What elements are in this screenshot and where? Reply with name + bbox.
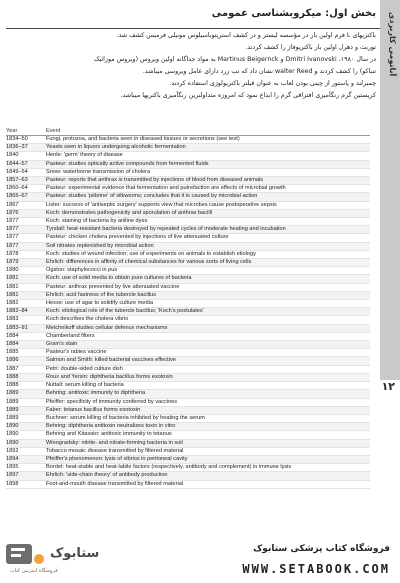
table-row (6, 431, 370, 439)
year-cell: 1898 (6, 480, 46, 488)
event-cell: Koch: use of solid media to obtain pure cultures of bacteria (46, 275, 370, 283)
table-row (6, 177, 370, 185)
table-row (6, 136, 370, 144)
event-cell: Koch: demonstrates pathogenicity and sporulation of anthrax bacilli (46, 209, 370, 217)
table-row (6, 365, 370, 373)
year-cell: 1895 (6, 464, 46, 472)
year-cell: 1889 (6, 406, 46, 414)
event-cell: Pasteur: reports that anthrax is transmitted by injections of blood from diseased animals (46, 177, 370, 185)
table-row (6, 480, 370, 488)
event-cell: Pasteur: studies 'pébrine' of silkworms; concludes that it is caused by microbial action (46, 193, 370, 201)
event-cell: Ehrlich: differences in affinity of chemical substances for various sorts of living cells (46, 259, 370, 267)
table-row (6, 291, 370, 299)
paragraph: باکتریهای L فرم اولین بار در مؤسسه لیستر و در کشف استرپتوباسیلوس مونیلی فرمیس کشف شد. (116, 32, 376, 39)
event-cell: Pasteur: studies optically active compounds from fermented fluids (46, 160, 370, 168)
year-cell: 1881 (6, 275, 46, 283)
header-divider (6, 28, 380, 29)
table-row (6, 218, 370, 226)
event-cell: Tobacco mosaic disease transmitted by filtered material (46, 447, 370, 455)
year-cell: 1892 (6, 447, 46, 455)
event-cell: Behring: diphtheria antitoxin neutralizes toxin in vitro (46, 423, 370, 431)
event-cell: Ehrlich: acid fastness of the tubercle bacillus (46, 291, 370, 299)
year-cell: 1888 (6, 382, 46, 390)
year-cell: 1897 (6, 472, 46, 480)
table-row (6, 324, 370, 332)
table-row (6, 439, 370, 447)
event-cell: Lister: success of 'antiseptic surgery' supports view that microbes cause postoperative sepsis (46, 201, 370, 209)
year-cell: 1883–91 (6, 324, 46, 332)
year-cell: 1881 (6, 291, 46, 299)
table-row (6, 185, 370, 193)
table-row (6, 308, 370, 316)
year-cell: 1881 (6, 283, 46, 291)
event-cell: Koch: staining of bacteria by aniline dyes (46, 218, 370, 226)
year-cell: 1878 (6, 250, 46, 258)
event-cell: Salmon and Smith: killed bacterial vaccines effective (46, 357, 370, 365)
event-cell: Koch: studies of wound infection; use of experiments on animals to establish etiology (46, 250, 370, 258)
event-cell: Snow: waterborne transmission of cholera (46, 168, 370, 176)
page-header (6, 8, 380, 26)
event-cell: Soil nitrates replenished by microbial action (46, 242, 370, 250)
year-cell: 1836–37 (6, 144, 46, 152)
site-url-link[interactable]: WWW.SETABOOK.COM (242, 562, 390, 576)
event-cell: Metchnikoff studies cellular defence mechanisms (46, 324, 370, 332)
event-cell: Hesse: use of agar to solidify culture media (46, 300, 370, 308)
table-row (6, 193, 370, 201)
table-row (6, 144, 370, 152)
paragraph: توربت و دهرل اولین بار باکتریوفاژ را کشف کردند. (245, 44, 376, 51)
table-row (6, 226, 370, 234)
year-cell: 1894 (6, 455, 46, 463)
event-cell: Behring: antitoxic immunity to diphtheria (46, 390, 370, 398)
table-row (6, 300, 370, 308)
table-row (6, 201, 370, 209)
event-column-header: Event (46, 126, 370, 136)
event-cell: Henle: 'germ' theory of disease (46, 152, 370, 160)
year-cell: 1887 (6, 365, 46, 373)
event-cell: Pfeiffer's phenomenon: lysis of vibrios in peritoneal cavity (46, 455, 370, 463)
year-cell: 1882–84 (6, 308, 46, 316)
event-cell: Pasteur: experimental evidence that fermentation and putrefaction are effects of microbial growth (46, 185, 370, 193)
table-header-row (6, 126, 370, 136)
year-cell: 1886 (6, 357, 46, 365)
event-cell: Roux and Yersin: diphtheria bacillus forms exotoxin (46, 373, 370, 381)
table-row (6, 398, 370, 406)
event-cell: Fungi, protozoa, and bacteria seen in diseased tissues or secretions (see text) (46, 136, 370, 144)
table-row (6, 259, 370, 267)
event-cell: Yeasts seen in liquors undergoing alcoholic fermentation (46, 144, 370, 152)
event-cell: Gram's stain (46, 341, 370, 349)
event-cell: Tyndall: heat-resistant bacteria destroyed by repeated cycles of moderate heating and incubation (46, 226, 370, 234)
logo-text: ستابوک (50, 546, 100, 561)
table-row (6, 382, 370, 390)
table-row (6, 472, 370, 480)
table-row (6, 316, 370, 324)
logo-subtitle: فروشگاه اینترنتی کتاب (10, 568, 58, 574)
chapter-side-tab (380, 0, 400, 380)
table-row (6, 332, 370, 340)
table-row (6, 209, 370, 217)
paragraph: تنباکو) را کشف کردند و walter Reed نشان داد که تب زرد دارای عامل ویروسی میباشد. (142, 68, 376, 75)
year-cell: 1857–63 (6, 177, 46, 185)
event-cell: Ehrlich: 'side-chain theory' of antibody production (46, 472, 370, 480)
year-cell: 1884 (6, 341, 46, 349)
history-timeline-table (6, 126, 370, 489)
year-cell: 1849–54 (6, 168, 46, 176)
year-cell: 1876 (6, 209, 46, 217)
event-cell: Chamberland filters (46, 332, 370, 340)
side-tab-label: آناتومی کاربردی (388, 12, 397, 77)
table-row (6, 447, 370, 455)
year-cell: 1890 (6, 431, 46, 439)
event-cell: Winogradsky: nitrite- and nitrate-forming bacteria in soil (46, 439, 370, 447)
year-cell: 1885 (6, 349, 46, 357)
event-cell: Foot-and-mouth disease transmitted by filtered material (46, 480, 370, 488)
event-cell: Behring and Kitasato: antitoxic immunity to tetanus (46, 431, 370, 439)
year-cell: 1844–57 (6, 160, 46, 168)
paragraph: در سال ۱۹۸۰، Dmitri Ivanovski و Martinus Beigernck به مواد جداگانه اولین ویروس (ویروس موزائیک (93, 56, 376, 63)
year-cell: 1840 (6, 152, 46, 160)
year-cell: 1890 (6, 423, 46, 431)
event-cell: Pasteur: anthrax prevented by live attenuated vaccine (46, 283, 370, 291)
year-cell: 1860–64 (6, 185, 46, 193)
event-cell: Pasteur's rabies vaccine (46, 349, 370, 357)
timeline-body (6, 136, 370, 489)
table-row (6, 234, 370, 242)
year-cell: 1884 (6, 332, 46, 340)
event-cell: Koch: etiological role of the tubercle bacillus; 'Koch's postulates' (46, 308, 370, 316)
year-cell: 1889 (6, 414, 46, 422)
event-cell: Nuttall: serum killing of bacteria (46, 382, 370, 390)
event-cell: Petri: double-sided culture dish (46, 365, 370, 373)
table-row (6, 152, 370, 160)
table-row (6, 455, 370, 463)
table-row (6, 373, 370, 381)
year-cell: 1889 (6, 390, 46, 398)
shop-name: فروشگاه کتاب پزشکی ستابوک (253, 544, 390, 554)
persian-body-text (8, 30, 376, 102)
event-cell: Buchner: serum killing of bacteria inhibited by heating the serum (46, 414, 370, 422)
table-row (6, 283, 370, 291)
year-cell: 1877 (6, 234, 46, 242)
table-row (6, 464, 370, 472)
table-row (6, 341, 370, 349)
table-row (6, 275, 370, 283)
section-title: بخش اول: میکروبشناسی عمومی (211, 8, 376, 19)
year-cell: 1890 (6, 439, 46, 447)
table-row (6, 250, 370, 258)
event-cell: Pasteur: chicken cholera prevented by injections of live attenuated culture (46, 234, 370, 242)
table-row (6, 414, 370, 422)
year-cell: 1867 (6, 201, 46, 209)
page-number: ۱۲ (381, 380, 395, 393)
year-column-header: Year (6, 126, 46, 136)
event-cell: Bordet: heat-stable and heat-labile factors (respectively, antibody and complement) in immune lysis (46, 464, 370, 472)
year-cell: 1882 (6, 300, 46, 308)
event-cell: Pfeiffer: specificity of immunity conferred by vaccines (46, 398, 370, 406)
year-cell: 1883 (6, 316, 46, 324)
year-cell: 1865–67 (6, 193, 46, 201)
year-cell: 1877 (6, 226, 46, 234)
year-cell: 1888 (6, 373, 46, 381)
table-row (6, 267, 370, 275)
year-cell: 1877 (6, 242, 46, 250)
table-row (6, 357, 370, 365)
table-row (6, 390, 370, 398)
table-row (6, 423, 370, 431)
year-cell: 1877 (6, 218, 46, 226)
event-cell: Faber: tetanus bacillus forms exotoxin (46, 406, 370, 414)
year-cell: 1834–50 (6, 136, 46, 144)
event-cell: Ogston: staphylococci in pus (46, 267, 370, 275)
page-footer (0, 538, 400, 583)
logo-mark-icon (6, 544, 46, 566)
year-cell: 1879 (6, 259, 46, 267)
event-cell: Koch describes the cholera vibrio (46, 316, 370, 324)
table-row (6, 406, 370, 414)
year-cell: 1880 (6, 267, 46, 275)
year-cell: 1889 (6, 398, 46, 406)
table-row (6, 168, 370, 176)
paragraph: چمبرلند و پاستور از چینی بودن لعاب به عنوان فیلتر باکتریولوژی استفاده کردند. (169, 80, 376, 87)
setabook-logo (6, 544, 110, 578)
paragraph: کریستین گرم رنگآمیزی افتراقی گرم را ابداع نمود که امروزه متداولترین رنگآمیزی باکتریها میباشد. (120, 92, 376, 99)
table-row (6, 242, 370, 250)
table-row (6, 349, 370, 357)
table-row (6, 160, 370, 168)
